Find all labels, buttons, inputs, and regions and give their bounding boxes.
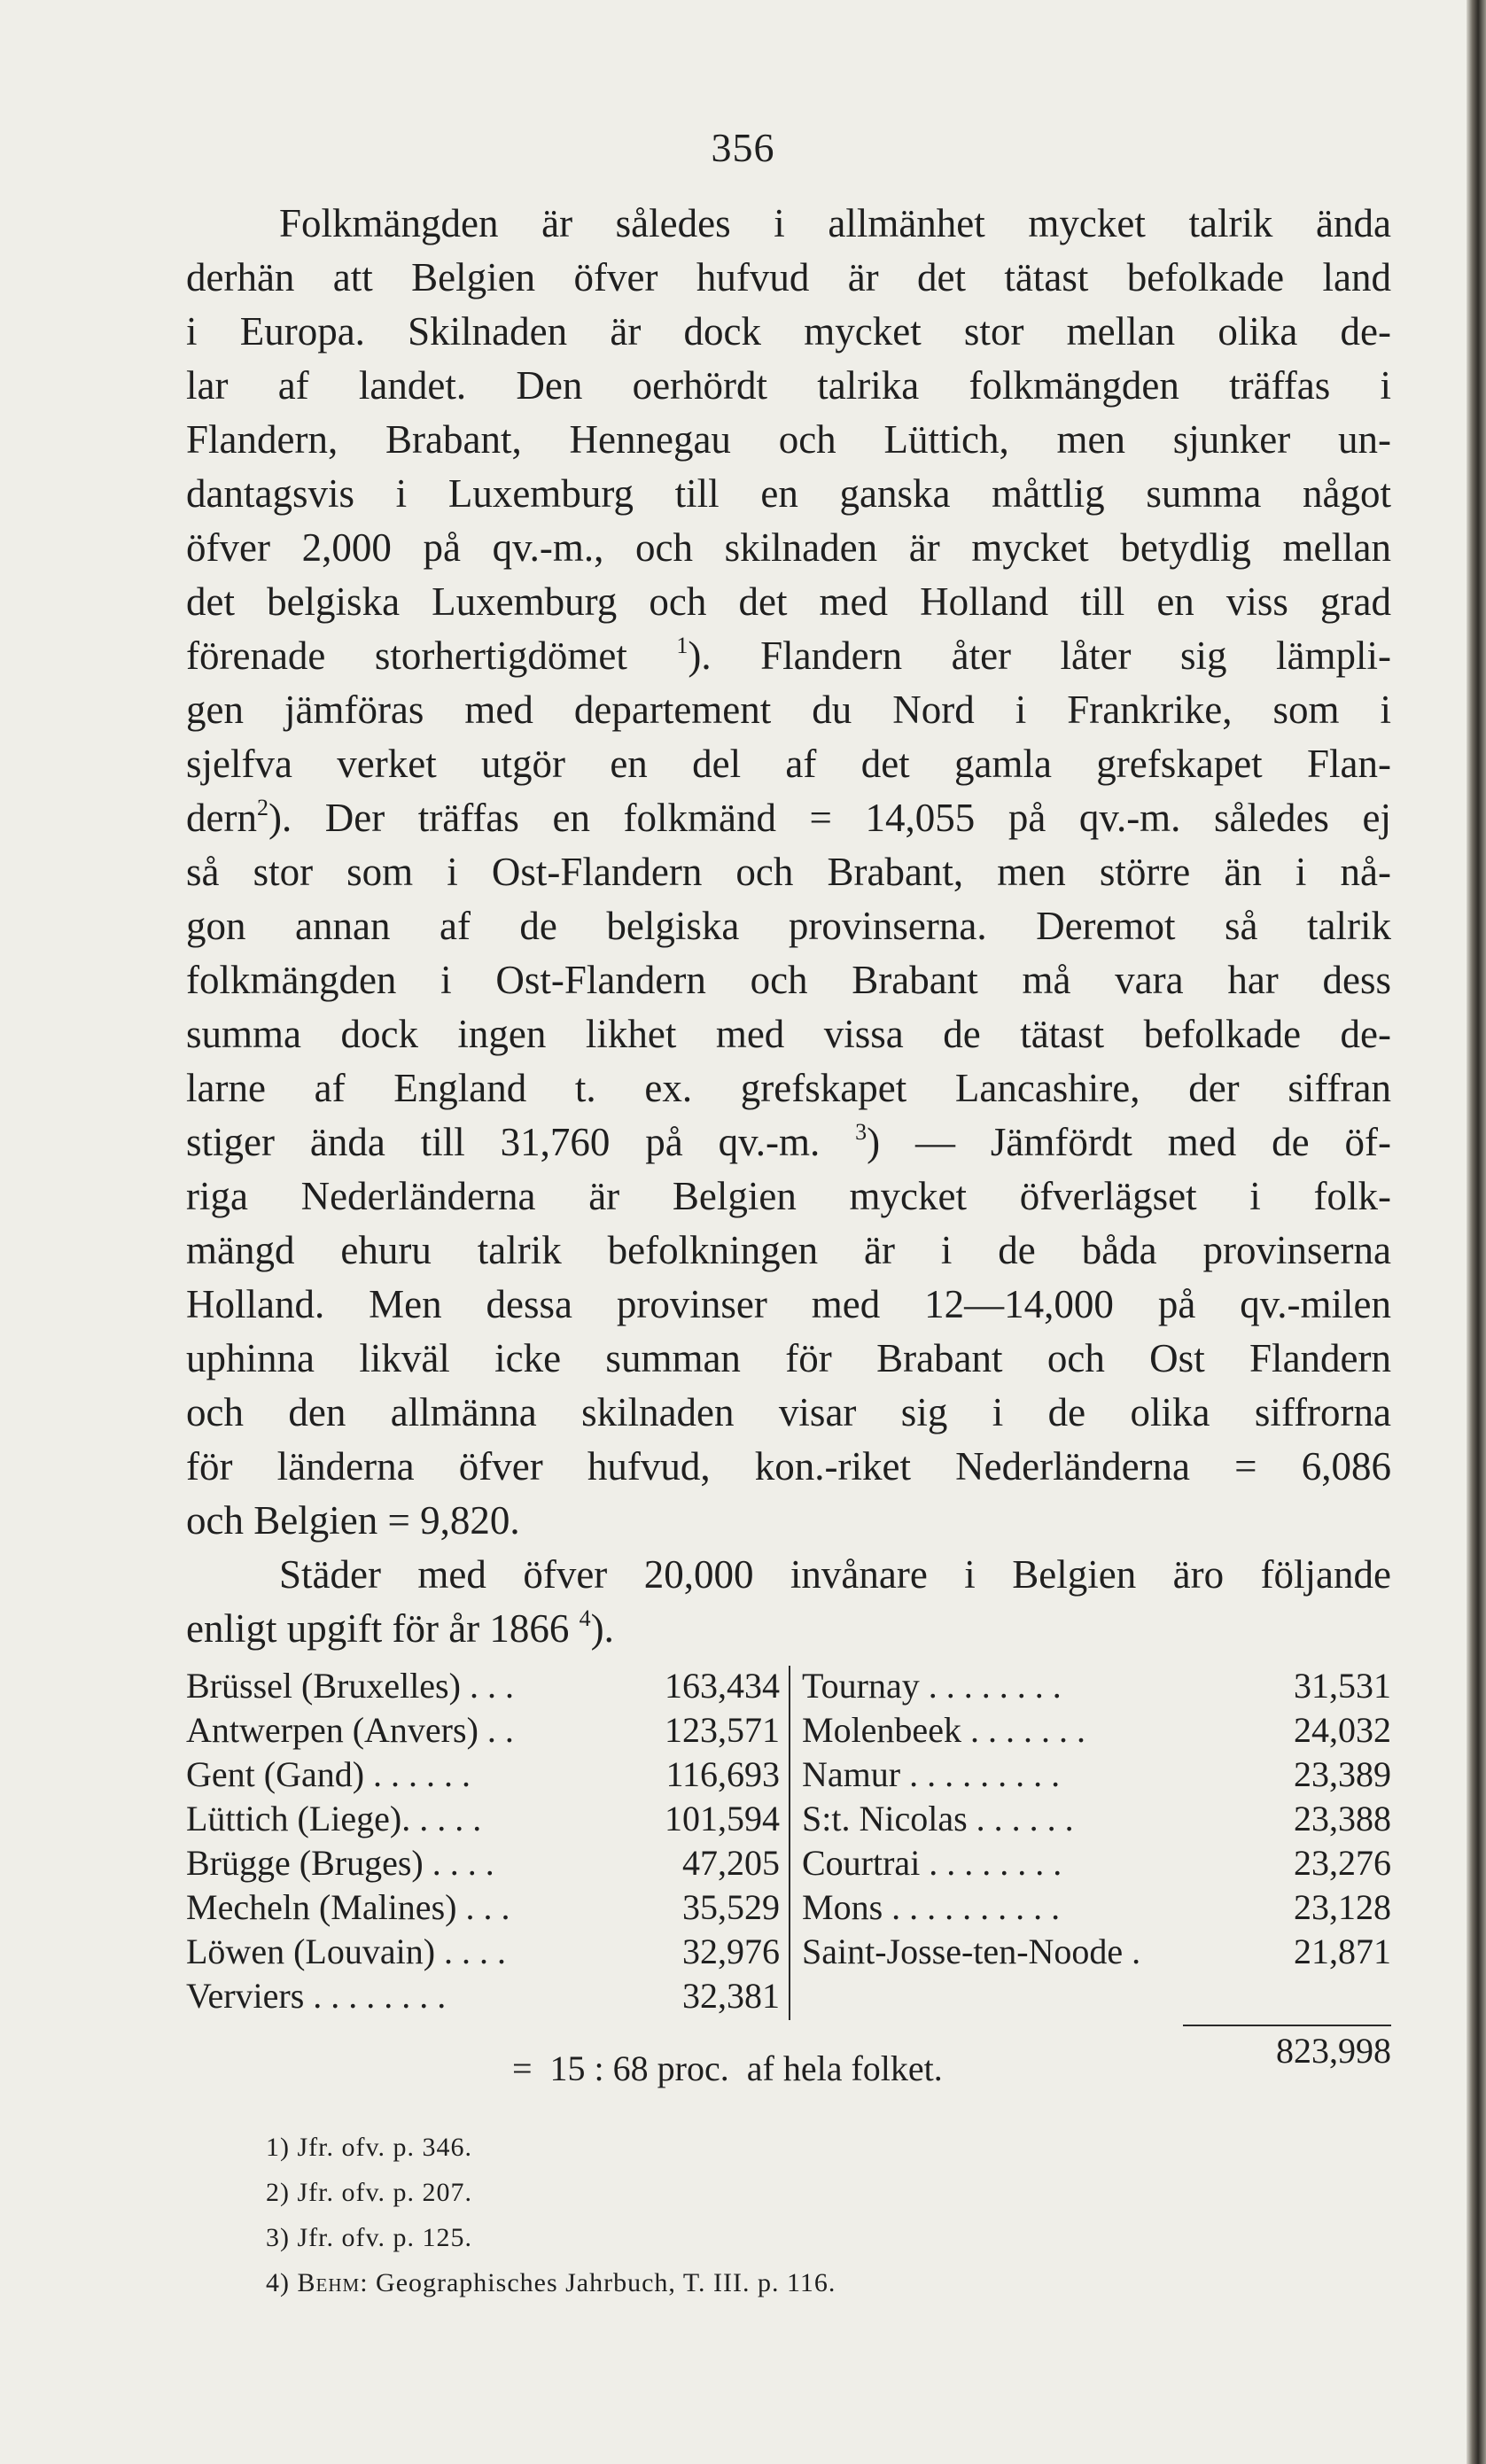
column-divider bbox=[789, 1666, 790, 2020]
city-population: 31,531 bbox=[1294, 1666, 1391, 1706]
city-population: 23,276 bbox=[1294, 1843, 1391, 1883]
text-line: det belgiska Luxemburg och det med Holland till en viss grad bbox=[186, 579, 1391, 624]
cities-right-column bbox=[802, 1664, 1391, 1974]
total-rule bbox=[1183, 2025, 1391, 2026]
footnote-number: 3) bbox=[266, 2223, 290, 2252]
page-edge bbox=[1467, 0, 1486, 2464]
city-population: 116,693 bbox=[665, 1754, 780, 1794]
text-line: larne af England t. ex. grefskapet Lancashire, der siffran bbox=[186, 1066, 1391, 1110]
text-line: lar af landet. Den oerhördt talrika folkmängden träffas i bbox=[186, 363, 1391, 408]
footnote-ref: 2 bbox=[256, 795, 268, 820]
text-line: i Europa. Skilnaden är dock mycket stor mellan olika de- bbox=[186, 309, 1391, 354]
footnote-number: 1) bbox=[266, 2133, 290, 2162]
text-fragment: ). Flandern åter låter sig lämpli- bbox=[688, 633, 1391, 678]
text-fragment: ). Der träffas en folkmänd = 14,055 på qv.-m. således ej bbox=[268, 796, 1391, 840]
city-name: Namur . . . . . . . . . bbox=[802, 1754, 1061, 1794]
city-name: Lüttich (Liege). . . . . bbox=[186, 1799, 482, 1838]
population-total: 823,998 bbox=[1276, 2031, 1391, 2071]
city-row bbox=[186, 1664, 780, 1708]
footnote-text: Jfr. ofv. p. 346. bbox=[297, 2133, 473, 2162]
text-fragment: förenade storhertigdömet bbox=[186, 633, 627, 678]
city-name: Molenbeek . . . . . . . bbox=[802, 1710, 1085, 1750]
city-row bbox=[802, 1797, 1391, 1841]
city-row bbox=[802, 1841, 1391, 1885]
text-fragment: stiger ända till 31,760 på qv.-m. bbox=[186, 1120, 821, 1164]
text-line: för länderna öfver hufvud, kon.-riket Nederländerna = 6,086 bbox=[186, 1444, 1391, 1489]
city-name: Gent (Gand) . . . . . . bbox=[186, 1754, 471, 1794]
city-row bbox=[186, 1797, 780, 1841]
text-line: Folkmängden är således i allmänhet mycket talrik ända bbox=[279, 201, 1391, 245]
footnote-author: Behm bbox=[297, 2268, 361, 2297]
city-name: Mons . . . . . . . . . . bbox=[802, 1887, 1061, 1927]
city-row bbox=[186, 1930, 780, 1974]
text-line: mängd ehuru talrik befolkningen är i de båda provinserna bbox=[186, 1228, 1391, 1272]
text-line: och den allmänna skilnaden visar sig i de olika siffrorna bbox=[186, 1390, 1391, 1434]
footnote bbox=[266, 2215, 836, 2260]
city-name: S:t. Nicolas . . . . . . bbox=[802, 1799, 1074, 1838]
city-name: Löwen (Louvain) . . . . bbox=[186, 1932, 507, 1971]
city-row bbox=[802, 1885, 1391, 1930]
text-line bbox=[186, 629, 1391, 683]
city-population: 24,032 bbox=[1294, 1710, 1391, 1750]
text-line: Flandern, Brabant, Hennegau och Lüttich, men sjunker un- bbox=[186, 417, 1391, 462]
city-population: 32,976 bbox=[682, 1932, 780, 1971]
footnote-ref: 3 bbox=[855, 1119, 867, 1145]
city-population: 35,529 bbox=[682, 1887, 780, 1927]
footnote-ref: 1 bbox=[676, 633, 689, 658]
city-row bbox=[186, 1708, 780, 1753]
text-line: riga Nederländerna är Belgien mycket öfverlägset i folk- bbox=[186, 1174, 1391, 1218]
city-name: Mecheln (Malines) . . . bbox=[186, 1887, 510, 1927]
city-population: 32,381 bbox=[682, 1976, 780, 2016]
city-row bbox=[186, 1841, 780, 1885]
main-text bbox=[186, 197, 1391, 1656]
text-line: derhän att Belgien öfver hufvud är det tätast befolkade land bbox=[186, 255, 1391, 299]
page-number: 356 bbox=[711, 125, 775, 170]
text-line: gen jämföras med departement du Nord i Frankrike, som i bbox=[186, 688, 1391, 732]
city-name: Brüssel (Bruxelles) . . . bbox=[186, 1666, 514, 1706]
city-name: Verviers . . . . . . . . bbox=[186, 1976, 447, 2016]
city-population: 21,871 bbox=[1294, 1932, 1391, 1971]
text-line: summa dock ingen likhet med vissa de tätast befolkade de- bbox=[186, 1012, 1391, 1056]
footnote-ref: 4 bbox=[579, 1605, 591, 1631]
text-line: öfver 2,000 på qv.-m., och skilnaden är mycket betydlig mellan bbox=[186, 525, 1391, 570]
city-name: Saint-Josse-ten-Noode . bbox=[802, 1932, 1141, 1971]
text-line: och Belgien = 9,820. bbox=[186, 1498, 520, 1543]
city-row bbox=[802, 1930, 1391, 1974]
footnote-number: 4) bbox=[266, 2268, 290, 2297]
city-row bbox=[186, 1974, 780, 2018]
text-line bbox=[186, 1115, 1391, 1170]
text-fragment: dern bbox=[186, 796, 257, 840]
city-population: 101,594 bbox=[665, 1799, 780, 1838]
footnote-text: Jfr. ofv. p. 125. bbox=[297, 2223, 473, 2252]
text-line: gon annan af de belgiska provinserna. Deremot så talrik bbox=[186, 904, 1391, 948]
footnote-text: Jfr. ofv. p. 207. bbox=[297, 2178, 473, 2207]
city-population: 23,128 bbox=[1294, 1887, 1391, 1927]
city-population: 23,389 bbox=[1294, 1754, 1391, 1794]
footnote-text: : Geographisches Jahrbuch, T. III. p. 116. bbox=[360, 2268, 836, 2297]
city-name: Brügge (Bruges) . . . . bbox=[186, 1843, 494, 1883]
footnotes bbox=[266, 2125, 836, 2305]
city-row bbox=[802, 1708, 1391, 1753]
text-fragment: ) — Jämfördt med de öf- bbox=[867, 1120, 1391, 1164]
city-population: 123,571 bbox=[665, 1710, 780, 1750]
footnote bbox=[266, 2260, 836, 2305]
city-name: Tournay . . . . . . . . bbox=[802, 1666, 1062, 1706]
city-row bbox=[186, 1753, 780, 1797]
text-line: dantagsvis i Luxemburg till en ganska måttlig summa något bbox=[186, 471, 1391, 516]
text-line bbox=[186, 1602, 1391, 1656]
city-row bbox=[186, 1885, 780, 1930]
footnote bbox=[266, 2170, 836, 2215]
text-line: Städer med öfver 20,000 invånare i Belgien äro följande bbox=[279, 1552, 1391, 1597]
city-population: 163,434 bbox=[665, 1666, 780, 1706]
footnote bbox=[266, 2125, 836, 2170]
city-row bbox=[802, 1753, 1391, 1797]
city-population: 47,205 bbox=[682, 1843, 780, 1883]
city-name: Courtrai . . . . . . . . bbox=[802, 1843, 1062, 1883]
text-fragment: enligt upgift för år 1866 bbox=[186, 1606, 570, 1651]
text-line bbox=[186, 791, 1391, 845]
cities-left-column bbox=[186, 1664, 780, 2018]
text-fragment: ). bbox=[590, 1606, 614, 1651]
footnote-number: 2) bbox=[266, 2178, 290, 2207]
city-row bbox=[802, 1664, 1391, 1708]
city-name: Antwerpen (Anvers) . . bbox=[186, 1710, 514, 1750]
text-line: folkmängden i Ost-Flandern och Brabant må vara har dess bbox=[186, 958, 1391, 1002]
city-population: 23,388 bbox=[1294, 1799, 1391, 1838]
summary-line: = 15 : 68 proc. af hela folket. bbox=[512, 2048, 943, 2088]
text-line: sjelfva verket utgör en del af det gamla grefskapet Flan- bbox=[186, 742, 1391, 786]
text-line: Holland. Men dessa provinser med 12—14,000 på qv.-milen bbox=[186, 1282, 1391, 1326]
text-line: uphinna likväl icke summan för Brabant och Ost Flandern bbox=[186, 1336, 1391, 1380]
text-line: så stor som i Ost-Flandern och Brabant, men större än i nå- bbox=[186, 850, 1391, 894]
